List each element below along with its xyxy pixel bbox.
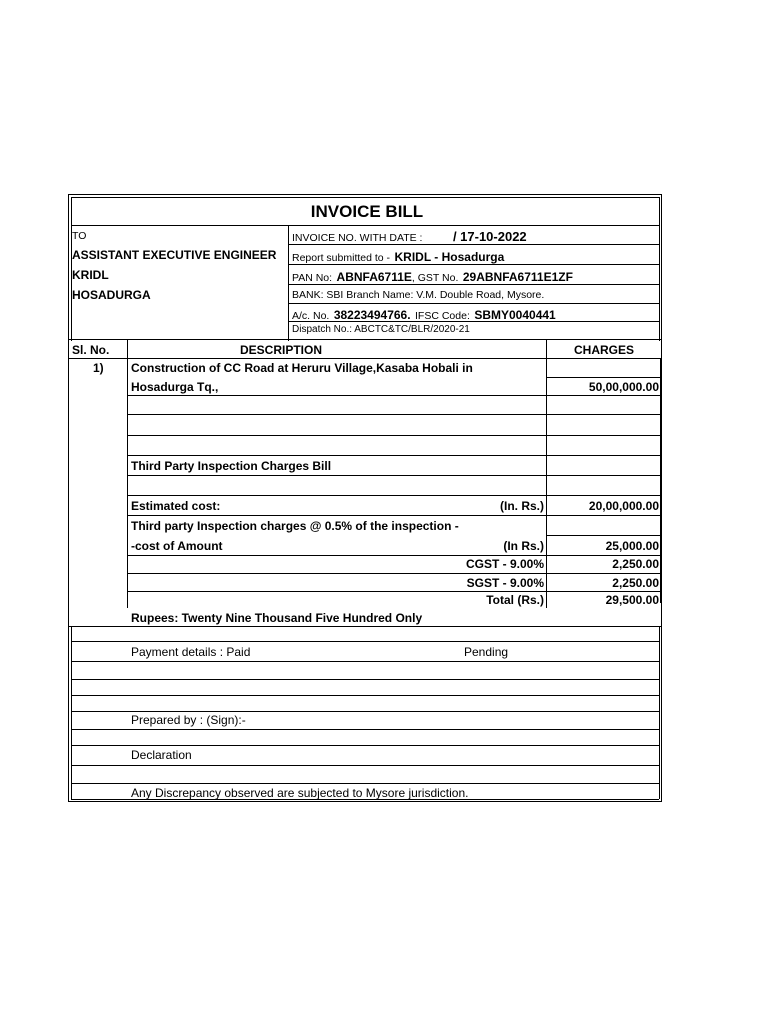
declaration: Declaration	[131, 748, 192, 762]
inspection-unit: (In Rs.)	[503, 539, 544, 553]
footer-row-line	[71, 783, 659, 784]
row-line	[127, 414, 660, 415]
total-amount: 29,500.00	[605, 593, 659, 607]
footer-top-line	[68, 626, 662, 627]
col-slno: Sl. No.	[72, 343, 110, 357]
estimated-label: Estimated cost:	[131, 499, 221, 513]
invoice-date: / 17-10-2022	[452, 229, 527, 244]
dispatch-line: Dispatch No.: ABCTC&TC/BLR/2020-21	[292, 324, 470, 335]
footer-row-line	[71, 679, 659, 680]
ifsc-value: SBMY0040441	[474, 308, 556, 322]
table-top-line	[68, 339, 662, 340]
sgst-label: SGST - 9.00%	[466, 576, 544, 590]
footer-row-line	[71, 661, 659, 662]
col-description: DESCRIPTION	[239, 343, 322, 357]
inspection-line1: Third party Inspection charges @ 0.5% of the inspection -	[131, 519, 459, 533]
footer-row-line	[71, 765, 659, 766]
jurisdiction-note: Any Discrepancy observed are subjected to Mysore jurisdiction.	[131, 786, 469, 800]
ifsc-label: IFSC Code:	[415, 310, 470, 322]
row-line	[127, 555, 660, 556]
total-label: Total (Rs.)	[486, 593, 544, 607]
item-description-line1: Construction of CC Road at Heruru Village,Kasaba Hobali in	[131, 361, 473, 375]
footer-row-line	[71, 711, 659, 712]
footer-row-line	[71, 641, 659, 642]
recipient-title: ASSISTANT EXECUTIVE ENGINEER	[72, 248, 277, 262]
payment-details: Payment details : Paid	[131, 645, 251, 659]
title-divider	[71, 225, 660, 226]
invoice-number-label: INVOICE NO. WITH DATE :	[292, 232, 423, 244]
item-amount: 50,00,000.00	[588, 380, 659, 394]
payment-pending: Pending	[464, 645, 509, 659]
row-line	[127, 495, 660, 496]
invoice-title: INVOICE BILL	[310, 202, 424, 221]
report-row	[292, 248, 504, 266]
inspection-amount: 25,000.00	[605, 539, 659, 553]
row-line	[127, 455, 660, 456]
pan-gst-row	[292, 268, 573, 286]
estimated-amount: 20,00,000.00	[588, 499, 659, 513]
item-description-line2: Hosadurga Tq.,	[131, 380, 219, 394]
amount-in-words: Rupees: Twenty Nine Thousand Five Hundred Only	[131, 611, 423, 625]
row-line	[127, 435, 660, 436]
report-value: KRIDL - Hosadurga	[394, 250, 505, 264]
slno-column-line	[127, 339, 128, 608]
table-header-line	[68, 358, 662, 359]
charges-cell-line	[546, 377, 660, 378]
header-column-divider	[288, 225, 289, 341]
charges-right-line	[660, 358, 661, 603]
inspection-line2: -cost of Amount	[131, 539, 223, 553]
footer-inner-left	[71, 626, 72, 799]
col-charges: CHARGES	[573, 343, 634, 357]
pan-label: PAN No:	[292, 272, 333, 284]
to-label: TO	[72, 230, 87, 242]
gst-label: , GST No.	[411, 272, 459, 284]
invoice-number-row	[292, 228, 527, 246]
header-row-line	[288, 303, 660, 304]
cgst-amount: 2,250.00	[612, 557, 659, 571]
bank-line: BANK: SBI Branch Name: V.M. Double Road, Mysore.	[292, 289, 545, 301]
gst-value: 29ABNFA6711E1ZF	[462, 270, 573, 284]
recipient-org: KRIDL	[72, 268, 109, 282]
footer-row-line	[71, 729, 659, 730]
footer-row-line	[71, 695, 659, 696]
footer-row-line	[71, 745, 659, 746]
row-line	[546, 535, 660, 536]
pan-value: ABNFA6711E	[336, 270, 412, 284]
row-line	[127, 515, 660, 516]
estimated-unit: (In. Rs.)	[500, 499, 544, 513]
report-label: Report submitted to -	[292, 252, 391, 264]
account-value: 38223494766.	[333, 308, 411, 322]
account-row	[292, 306, 556, 324]
inner-border-top	[71, 197, 660, 198]
charges-column-line	[546, 339, 547, 608]
row-line	[127, 395, 660, 396]
footer-inner-right	[659, 626, 660, 799]
sgst-amount: 2,250.00	[612, 576, 659, 590]
prepared-by: Prepared by : (Sign):-	[131, 713, 246, 727]
account-label: A/c. No.	[292, 310, 330, 322]
row-line	[127, 591, 660, 592]
recipient-location: HOSADURGA	[72, 288, 151, 302]
row-line	[127, 573, 660, 574]
cgst-label: CGST - 9.00%	[465, 557, 544, 571]
tpi-title: Third Party Inspection Charges Bill	[131, 459, 332, 473]
item-number: 1)	[93, 361, 104, 375]
row-line	[127, 475, 660, 476]
